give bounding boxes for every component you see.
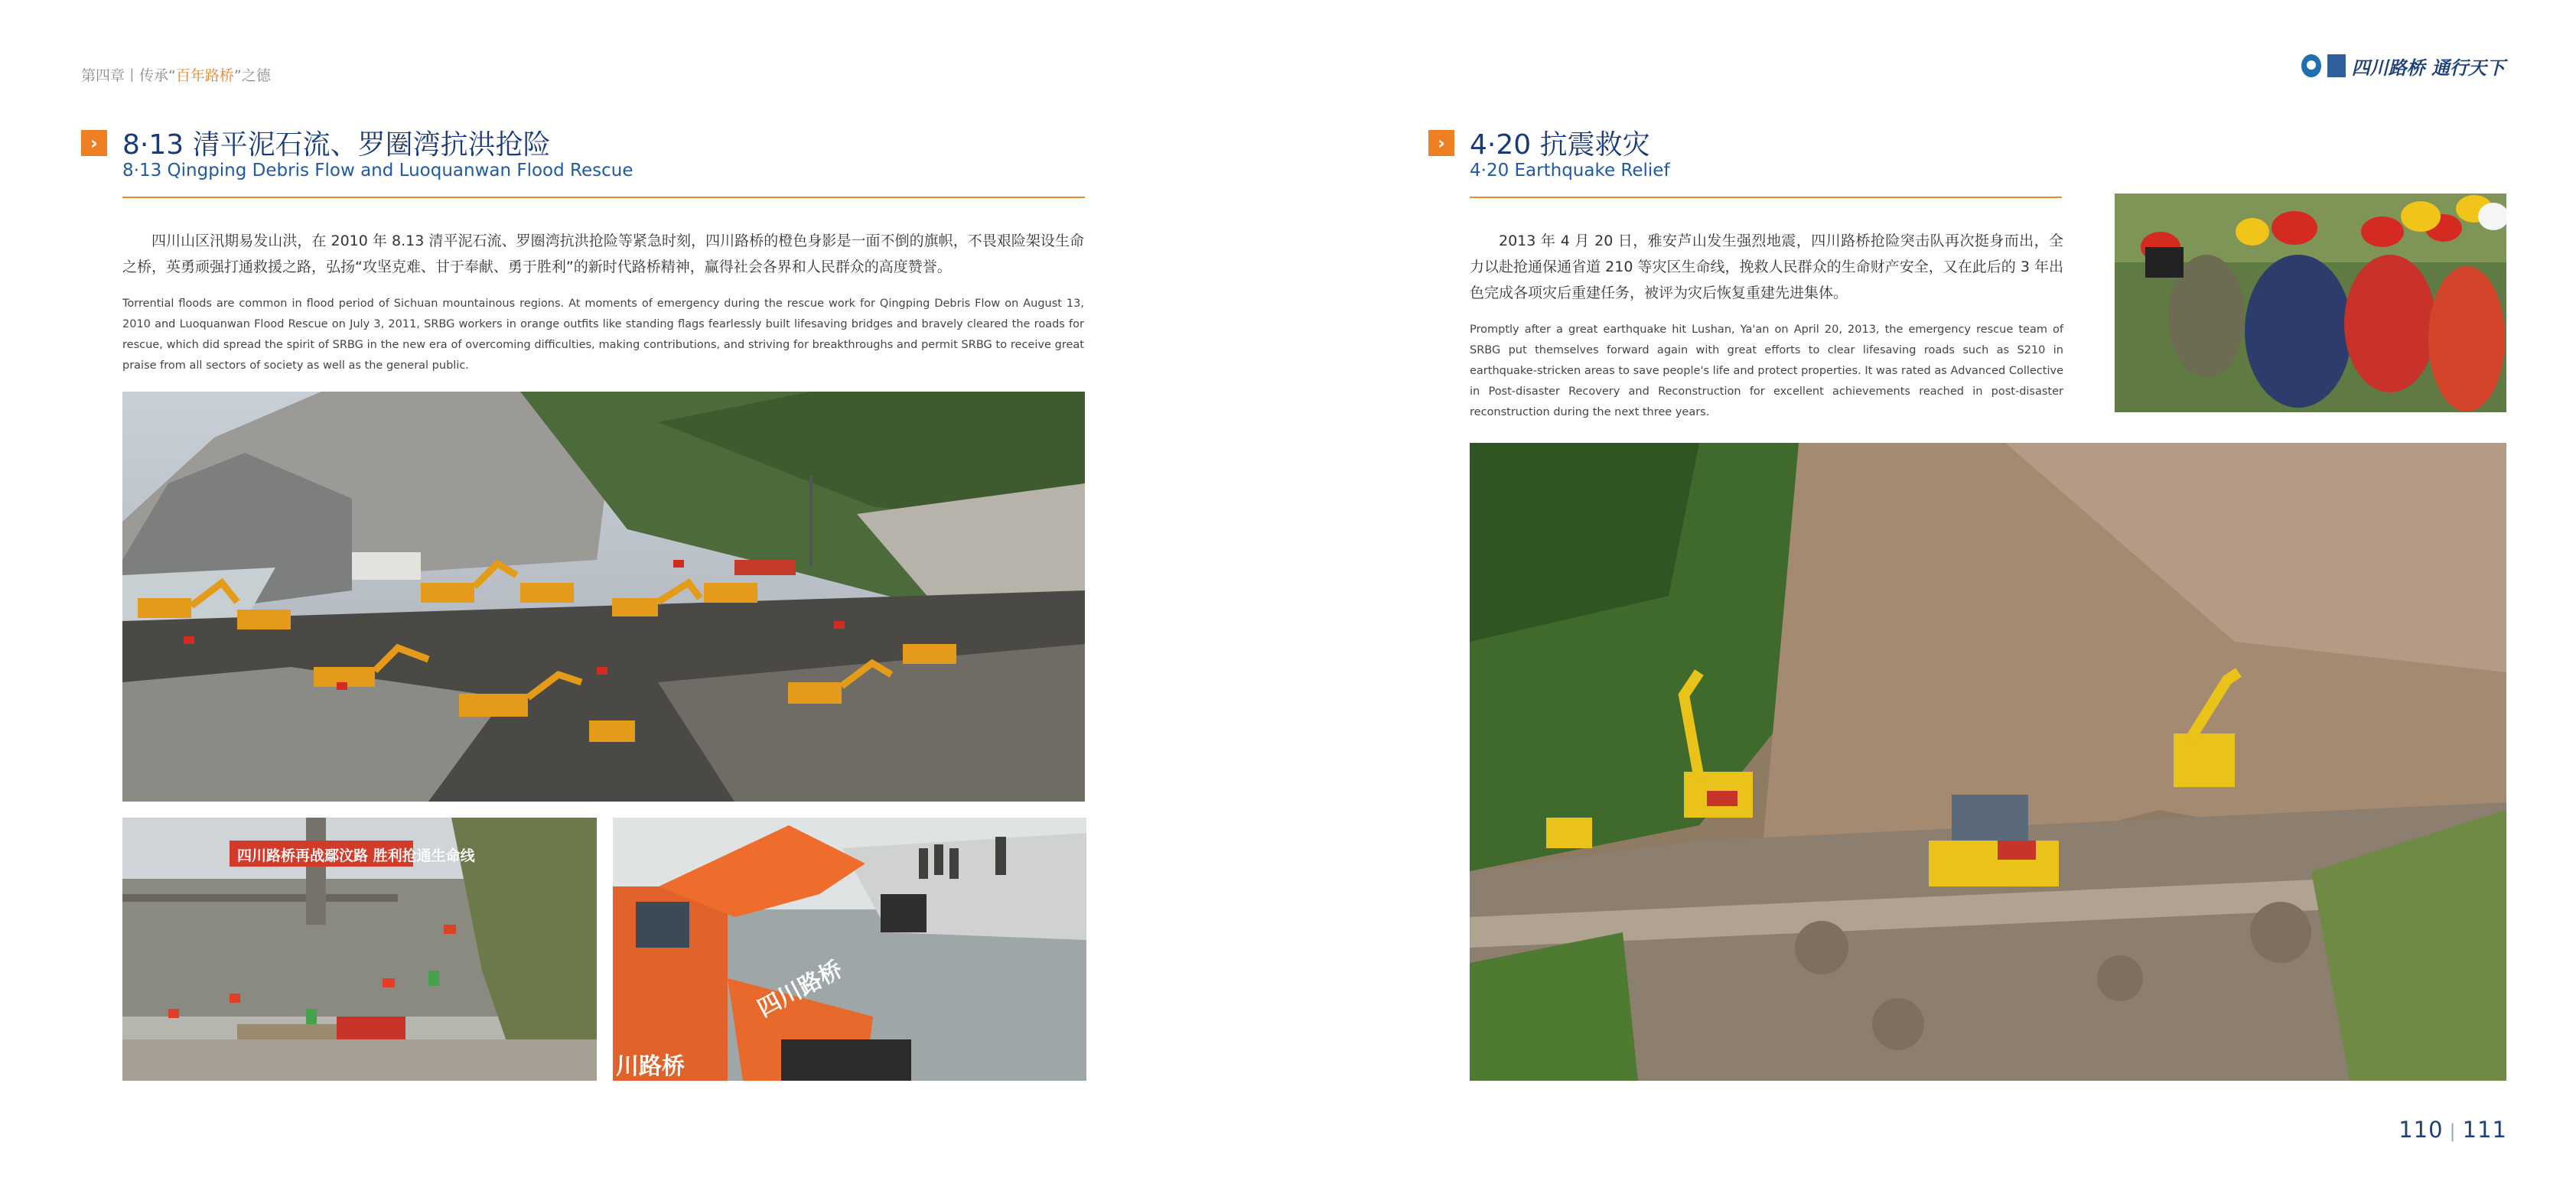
right-body-en: Promptly after a great earthquake hit Lushan, Ya'an on April 20, 2013, the emergency rescue team of SRBG put themselves forward again with great efforts to clear lifesaving roads such as S210 in earthquake-stricken areas to save people's life and protect properties. It was rated as Advanced Collective in Post-disaster Recovery and Reconstruction for excellent achievements reached in post-disaster reconstruction during the next three years. bbox=[1470, 324, 2063, 418]
flood-rescue-photo bbox=[122, 818, 597, 1081]
section-divider bbox=[122, 197, 1085, 198]
right-section-subtitle: 4·20 Earthquake Relief bbox=[1470, 161, 1670, 181]
left-body-en: Torrential floods are common in flood period of Sichuan mountainous regions. At moments of emergency during the rescue work for Qingping Debris Flow on August 13, 2010 and Luoquanwan Flood Rescue on July 3, 2011, SRBG workers in orange outfits like standing flags fearlessly built lifesaving bridges and bravely cleared the roads for rescue, which did spread the spirit of SRBG in the new era of overcoming difficulties, making contributions, and striving for breakthroughs and permit SRBG to receive great praise from all sectors of society as well as the general public. bbox=[122, 298, 1084, 372]
left-body-cn: 四川山区汛期易发山洪，在 2010 年 8.13 清平泥石流、罗圈湾抗洪抢险等紧急时刻，四川路桥的橙色身影是一面不倒的旗帜，不畏艰险架设生命之桥，英勇顽强打通救援之路，弘扬“攻坚克难、甘于奉献、勇于胜利”的新时代路桥精神，赢得社会各界和人民群众的高度赞誉。 bbox=[122, 233, 1084, 275]
page-number-left: 110 bbox=[2399, 1117, 2444, 1143]
srbg-logo bbox=[2301, 50, 2505, 81]
page-number-right: 111 bbox=[2462, 1117, 2507, 1143]
excavator-river-photo bbox=[613, 818, 1086, 1081]
debris-flow-rescue-photo bbox=[122, 392, 1085, 802]
chapter-prefix: 第四章丨传承“ bbox=[81, 67, 176, 84]
rescue-banner-text: 四川路桥再战鄢汶路 胜利抢通生命线 bbox=[237, 847, 475, 864]
right-body-cn: 2013 年 4 月 20 日，雅安芦山发生强烈地震，四川路桥抢险突击队再次挺身而出，全力以赴抢通保通省道 210 等灾区生命线，挽救人民群众的生命财产安全，又在此后的 3 年出色完成各项灾后重建任务，被评为灾后恢复重建先进集体。 bbox=[1470, 233, 2063, 301]
bridge-logo-icon bbox=[2327, 54, 2346, 77]
chevron-right-icon: › bbox=[1428, 130, 1454, 156]
rescue-team-photo bbox=[2115, 194, 2506, 412]
page-numbers bbox=[2399, 1117, 2507, 1143]
logo-text: 四川路桥 通行天下 bbox=[2351, 56, 2505, 79]
page-number-separator: | bbox=[2449, 1121, 2457, 1142]
right-section-title: 4·20 抗震救灾 bbox=[1470, 129, 1650, 161]
chevron-right-icon: › bbox=[81, 130, 107, 156]
excavator-logo-text: 四川路桥 bbox=[753, 955, 848, 1023]
running-header bbox=[81, 64, 271, 85]
left-section-title: 8·13 清平泥石流、罗圈湾抗洪抢险 bbox=[122, 129, 551, 161]
chapter-suffix: ”之德 bbox=[233, 67, 271, 84]
chapter-accent: 百年路桥 bbox=[175, 67, 234, 84]
section-divider bbox=[1470, 197, 2062, 198]
globe-logo-icon bbox=[2301, 54, 2321, 77]
earthquake-road-clearing-photo bbox=[1470, 443, 2506, 1081]
excavator-side-text: 川路桥 bbox=[616, 1053, 685, 1080]
left-section-subtitle: 8·13 Qingping Debris Flow and Luoquanwan Flood Rescue bbox=[122, 161, 633, 181]
